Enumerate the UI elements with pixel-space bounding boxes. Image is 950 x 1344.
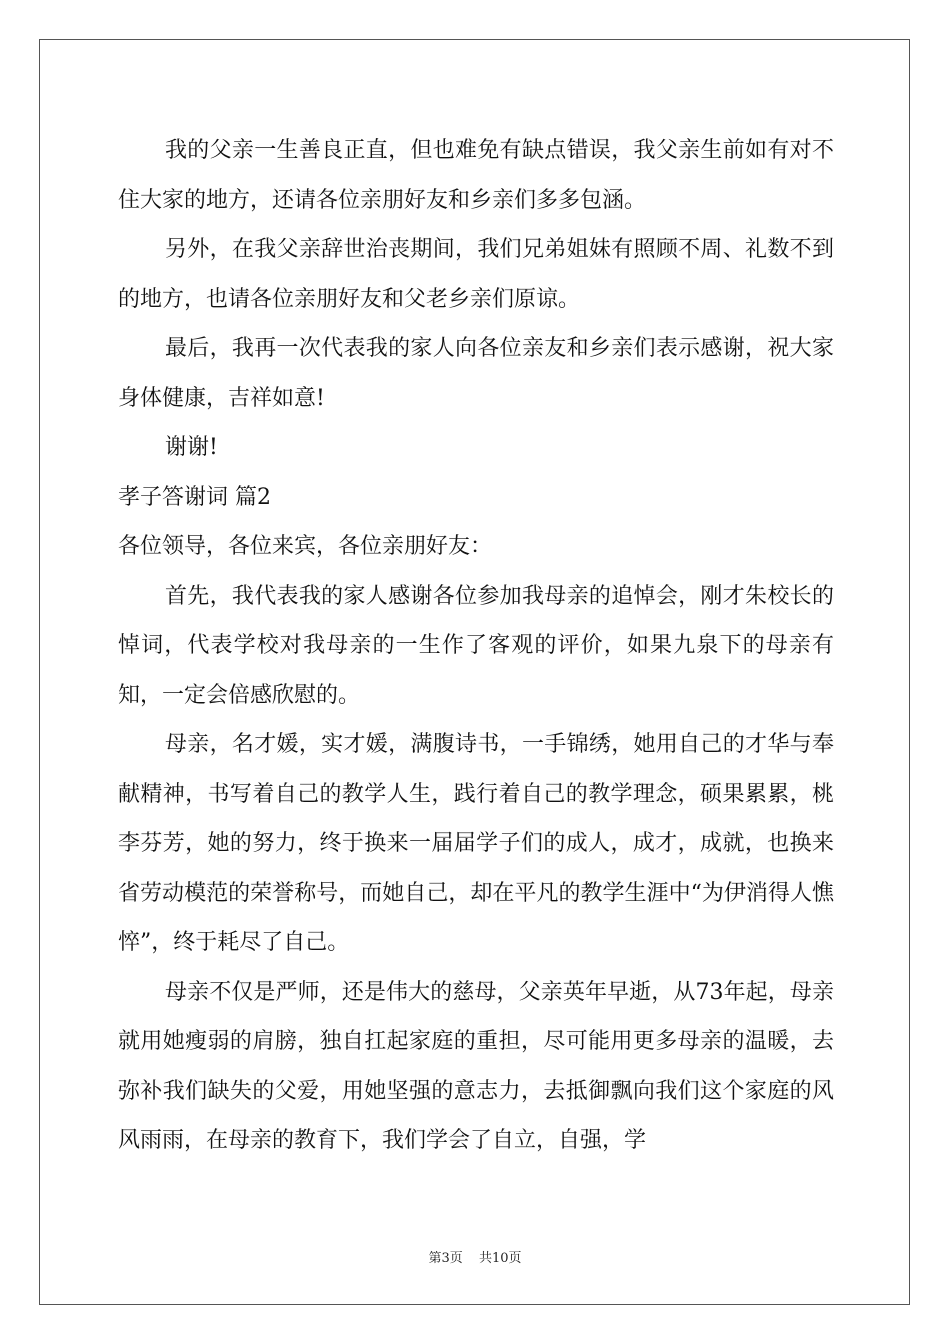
paragraph-mother-caring: 母亲不仅是严师，还是伟大的慈母，父亲英年早逝，从73年起，母亲就用她瘦弱的肩膀，独自扛起家庭的重担，尽可能用更多母亲的温暖，去弥补我们缺失的父爱，用她坚强的意志力，去抵御飘向我们这个家庭的风风雨雨，在母亲的教育下，我们学会了自立，自强，学 [118,979,834,1153]
document-body [118,126,834,1166]
section-heading: 孝子答谢词 篇2 [118,484,271,510]
paragraph-thanks: 最后，我再一次代表我的家人向各位亲友和乡亲们表示感谢，祝大家身体健康，吉祥如意! [118,336,834,411]
salutation: 各位领导，各位来宾，各位亲朋好友： [118,534,493,559]
paragraph-mother-teacher: 母亲，名才媛，实才媛，满腹诗书，一手锦绣，她用自己的才华与奉献精神，书写着自己的教学人生，践行着自己的教学理念，硕果累累，桃李芬芳，她的努力，终于换来一届届学子们的成人，成才，成就，也换来省劳动模范的荣誉称号，而她自己，却在平凡的教学生涯中“为伊消得人憔悴”，终于耗尽了自己。 [118,732,834,955]
paragraph-opening: 首先，我代表我的家人感谢各位参加我母亲的追悼会，刚才朱校长的悼词，代表学校对我母亲的一生作了客观的评价，如果九泉下的母亲有知，一定会倍感欣慰的。 [118,583,834,708]
paragraph-apology: 我的父亲一生善良正直，但也难免有缺点错误，我父亲生前如有对不住大家的地方，还请各位亲朋好友和乡亲们多多包涵。 [118,138,834,213]
page-number-current: 第3页 [428,1251,463,1266]
paragraph-funeral-apology: 另外，在我父亲辞世治丧期间，我们兄弟姐妹有照顾不周、礼数不到的地方，也请各位亲朋好友和父老乡亲们原谅。 [118,237,834,312]
page-number-total: 共10页 [478,1251,522,1266]
page-footer [0,1247,950,1266]
paragraph-closing: 谢谢! [165,435,218,460]
